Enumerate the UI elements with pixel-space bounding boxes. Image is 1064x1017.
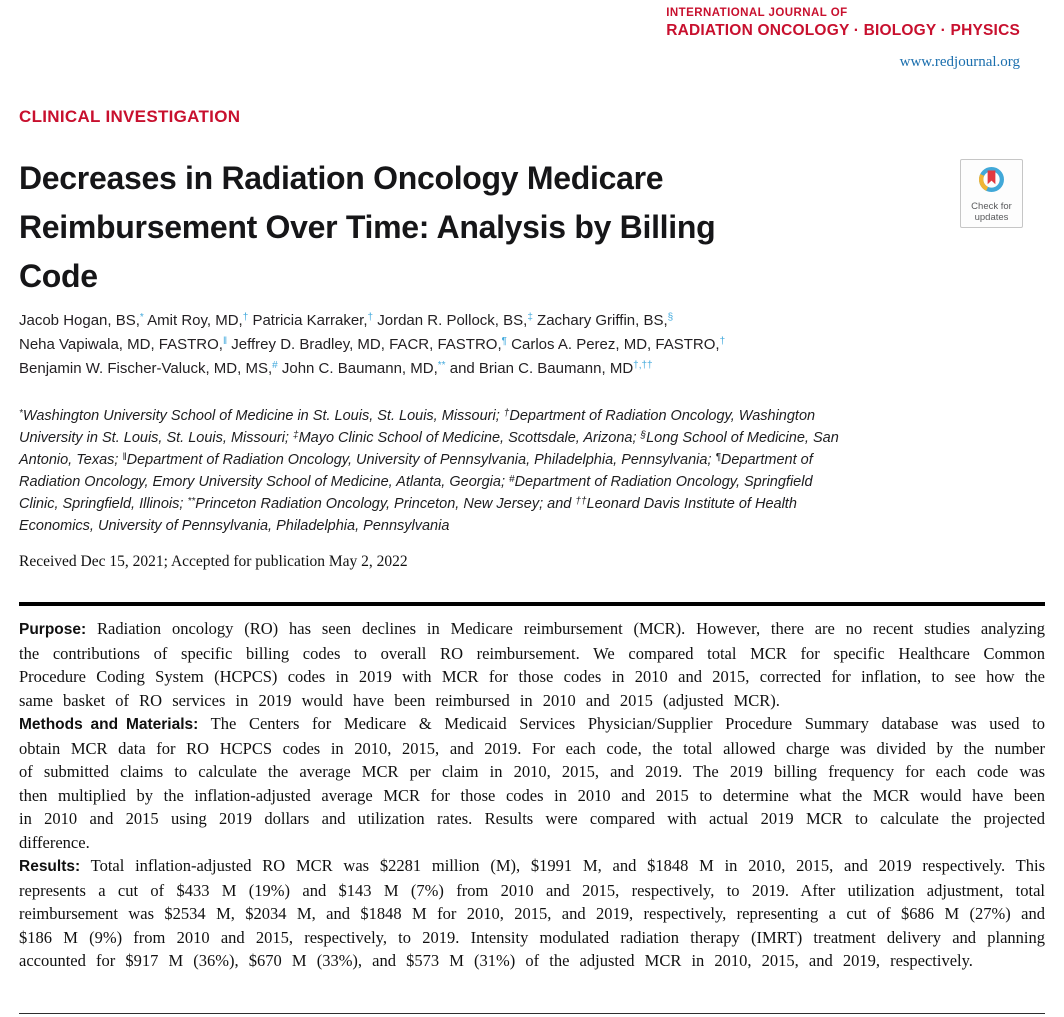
affiliation-marker: ‡ (293, 430, 299, 441)
abstract (19, 617, 1045, 973)
author-name: Carlos A. Perez, MD, FASTRO, (507, 336, 720, 353)
page-bottom-rule (19, 1013, 1045, 1015)
author-line (19, 334, 1045, 358)
affiliation-marker: * (19, 408, 23, 419)
affiliation-text: Leonard Davis Institute of Health Economics, University of Pennsylvania, Philadelphia, Pennsylvania (19, 496, 797, 534)
article-title-line: Decreases in Radiation Oncology Medicare (19, 160, 664, 196)
journal-name-line1: INTERNATIONAL JOURNAL OF (666, 7, 848, 19)
author-name: and Brian C. Baumann, MD (445, 360, 634, 377)
author-affiliation-marker: † (367, 312, 374, 323)
author-affiliation-marker: ¶ (501, 336, 507, 347)
affiliation-text: Long School of Medicine, San Antonio, Texas; (19, 430, 839, 468)
author-name: Jordan R. Pollock, BS, (373, 312, 528, 329)
article-title (19, 154, 919, 301)
affiliation-text: Department of Radiation Oncology, University of Pennsylvania, Philadelphia, Pennsylvania; (126, 452, 716, 468)
affiliation-text: Department of Radiation Oncology, Springfield Clinic, Springfield, Illinois; (19, 474, 813, 512)
abstract-top-rule (19, 602, 1045, 606)
article-title-line: Reimbursement Over Time: Analysis by Billing (19, 209, 716, 245)
author-name: Neha Vapiwala, MD, FASTRO, (19, 336, 223, 353)
author-affiliation-marker: † (719, 336, 726, 347)
journal-masthead (666, 7, 1020, 40)
affiliation-marker: § (640, 430, 647, 441)
author-affiliation-marker: † (242, 312, 249, 323)
affiliation-marker: ¶ (715, 452, 721, 463)
abstract-paragraph: Results: Total inflation-adjusted RO MCR was $2281 million (M), $1991 M, and $1848 M in 2010, 2015, and 2019 respectively. This represents a cut of $433 M (19%) and $143 M (7%) from 2010 and 2015, respectively, to 2019. After utilization adjustment, total reimbursement was $2534 M, $2034 M, and $1848 M for 2010, 2015, and 2019, respectively, representing a cut of $686 M (27%) and $186 M (9%) from 2010 and 2015, respectively, to 2019. Intensity modulated radiation therapy (IMRT) treatment delivery and planning accounted for $917 M (36%), $670 M (33%), and $573 M (31%) of the adjusted MCR in 2010, 2015, and 2019, respectively. (19, 856, 1045, 970)
author-affiliation-marker: § (667, 312, 674, 323)
author-affiliation-marker: ** (437, 360, 446, 371)
author-name: John C. Baumann, MD, (277, 360, 438, 377)
check-for-updates-badge[interactable] (960, 159, 1023, 228)
affiliation-text: Washington University School of Medicine in St. Louis, St. Louis, Missouri; (22, 408, 504, 424)
affiliation-text: Princeton Radiation Oncology, Princeton, New Jersey; and (195, 496, 576, 512)
author-line (19, 358, 1045, 382)
affiliation-marker: † (503, 408, 510, 419)
author-affiliation-marker: * (139, 312, 144, 323)
journal-website-link[interactable]: www.redjournal.org (899, 54, 1020, 70)
author-affiliation-marker: ‖ (222, 336, 228, 347)
affiliations (19, 406, 852, 536)
crossmark-icon (976, 182, 1007, 199)
author-name: Zachary Griffin, BS, (532, 312, 668, 329)
author-affiliation-marker: †,†† (633, 360, 653, 371)
abstract-paragraph-label: Purpose: (19, 621, 87, 638)
affiliation-text: Mayo Clinic School of Medicine, Scottsdale, Arizona; (298, 430, 641, 446)
author-name: Jacob Hogan, BS, (19, 312, 140, 329)
author-affiliation-marker: # (272, 360, 278, 371)
author-name: Amit Roy, MD, (143, 312, 243, 329)
journal-name-line2: RADIATION ONCOLOGY · BIOLOGY · PHYSICS (666, 22, 1020, 39)
abstract-paragraph-label: Results: (19, 858, 81, 875)
author-name: Benjamin W. Fischer-Valuck, MD, MS, (19, 360, 273, 377)
author-name: Jeffrey D. Bradley, MD, FACR, FASTRO, (227, 336, 502, 353)
affiliation-marker: ‖ (122, 452, 127, 463)
check-for-updates-label: Check for updates (971, 201, 1012, 224)
article-content (0, 107, 1064, 973)
author-affiliation-marker: ‡ (527, 312, 533, 323)
author-name: Patricia Karraker, (248, 312, 368, 329)
abstract-paragraph-label: Methods and Materials: (19, 716, 199, 733)
affiliation-marker: †† (575, 496, 587, 507)
received-accepted-line: Received Dec 15, 2021; Accepted for publication May 2, 2022 (19, 553, 408, 570)
author-block (19, 310, 1045, 382)
abstract-paragraph: Purpose: Radiation oncology (RO) has seen declines in Medicare reimbursement (MCR). However, there are no recent studies analyzing the contributions of specific billing codes to overall RO reimbursement. We compared total MCR for specific Healthcare Common Procedure Coding System (HCPCS) codes in 2019 with MCR for those codes in 2010 and 2015, corrected for inflation, to see how the same basket of RO services in 2019 would have been reimbursed in 2010 and 2015 (adjusted MCR). (19, 619, 1045, 710)
affiliation-marker: # (509, 474, 515, 485)
affiliation-text: Department of Radiation Oncology, Washington University in St. Louis, St. Louis, Missouri; (19, 408, 816, 446)
affiliation-marker: ** (187, 496, 196, 507)
article-title-line: Code (19, 258, 98, 294)
section-label: CLINICAL INVESTIGATION (19, 107, 241, 126)
abstract-paragraph: Methods and Materials: The Centers for Medicare & Medicaid Services Physician/Supplier Procedure Summary database was used to obtain MCR data for RO HCPCS codes in 2010, 2015, and 2019. For each code, the total allowed charge was divided by the number of submitted claims to calculate the average MCR per claim in 2010, 2015, and 2019. The 2019 billing frequency for each code was then multiplied by the inflation-adjusted average MCR for those codes in 2010 and 2015 to determine what the MCR would have been in 2010 and 2015 using 2019 dollars and utilization rates. Results were compared with actual 2019 MCR to calculate the projected difference. (19, 714, 1045, 852)
affiliation-text: Department of Radiation Oncology, Emory University School of Medicine, Atlanta, Georgia; (19, 452, 813, 490)
author-line (19, 310, 1045, 334)
